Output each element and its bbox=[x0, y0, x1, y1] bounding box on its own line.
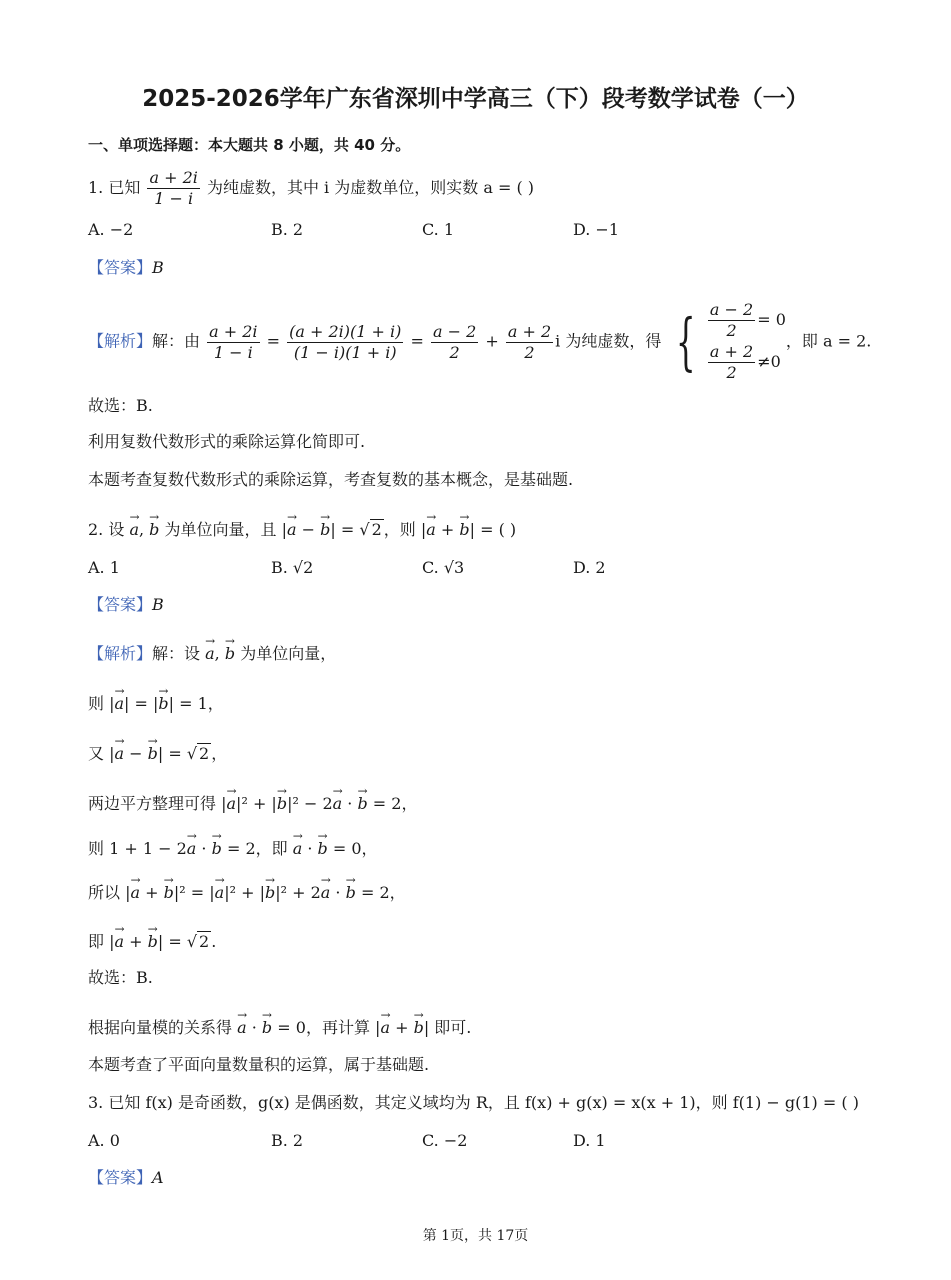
q1-sol-pre: 解：由 bbox=[152, 331, 201, 351]
q1-option-b: B. 2 bbox=[271, 220, 304, 239]
page-title: 2025-2026学年广东省深圳中学高三（下）段考数学试卷（一） bbox=[142, 86, 809, 112]
q1-answer-value: B bbox=[152, 258, 164, 277]
q1-fraction bbox=[147, 168, 199, 209]
answer-tag: 【答案】 bbox=[88, 258, 153, 277]
q2-option-b: B. √2 bbox=[271, 558, 314, 577]
left-brace: { bbox=[676, 305, 697, 378]
q2-option-d: D. 2 bbox=[573, 558, 606, 577]
q2-sol-1: 【解析】解：设 → a, → b 为单位向量， bbox=[88, 638, 336, 664]
q1-text: 为纯虚数，其中 i 为虚数单位，则实数 a = ( ) bbox=[206, 178, 535, 197]
q1-answer bbox=[88, 258, 164, 278]
q2-sol-2: 则 |→ a| = |→ b| = 1， bbox=[88, 688, 224, 714]
q1-denominator: 1 − i bbox=[147, 188, 199, 209]
q3-options bbox=[88, 1131, 908, 1153]
q2-sol-6: 所以 |→ a + → b|² = |→ a|² + |→ b|² + 2→ a · → b = 2， bbox=[88, 877, 406, 903]
q2-option-a: A. 1 bbox=[88, 558, 120, 577]
q1-option-a: A. −2 bbox=[88, 220, 134, 239]
question-2: 2. 设 → a, → b 为单位向量，且 |→ a − → b| = √ 2 ，则 |→ a + → b| = ( ) bbox=[88, 514, 516, 540]
q2-prefix: 2. 设 bbox=[88, 520, 125, 539]
q3-answer: 【答案】A bbox=[88, 1168, 164, 1187]
q2-choose: 故选：B. bbox=[88, 968, 153, 987]
q3-option-c: C. −2 bbox=[422, 1131, 468, 1150]
q3-option-d: D. 1 bbox=[573, 1131, 606, 1150]
q1-sol-frac-1: $\frac{a + 2i}{1 - i}$ bbox=[209, 321, 258, 362]
q2-sol-5: 则 1 + 1 − 2→ a · → b = 2，即 → a · → b = 0， bbox=[88, 833, 378, 859]
q2-sol-3: 又 |→ a − → b| = √ 2 ， bbox=[88, 738, 227, 764]
q1-prefix: 1. 已知 bbox=[88, 178, 141, 197]
q1-choose: 故选：B. bbox=[88, 396, 153, 415]
q1-sol-frac-4: $\frac{a + 2}{2}$ bbox=[507, 321, 552, 362]
q2-answer-value: B bbox=[152, 595, 164, 614]
q2-note-2: 本题考查了平面向量数量积的运算，属于基础题. bbox=[88, 1055, 430, 1074]
page-footer: 第 1页，共 17页 bbox=[422, 1228, 529, 1244]
q1-equation-system: $\frac{a - 2}{2}$ = 0 $\frac{a + 2}{2}$ ≠0 bbox=[709, 300, 786, 382]
q1-numerator: a + 2i bbox=[149, 168, 198, 187]
q2-answer: 【答案】B bbox=[88, 595, 164, 614]
question-3: 3. 已知 f(x) 是奇函数，g(x) 是偶函数，其定义域均为 R，且 f(x) + g(x) = x(x + 1)，则 f(1) − g(1) = ( ) bbox=[88, 1093, 859, 1112]
section-heading: 一、单项选择题：本大题共 8 小题，共 40 分。 bbox=[88, 136, 411, 154]
question-1 bbox=[88, 168, 534, 209]
q2-sol-7: 即 |→ a + → b| = √ 2 . bbox=[88, 926, 216, 952]
q3-option-b: B. 2 bbox=[271, 1131, 304, 1150]
q1-sol-frac-2: $\frac{(a + 2i)(1 + i)}{(1 - i)(1 + i)}$ bbox=[289, 321, 402, 362]
q1-solution: 【解析】解：由 $\frac{a + 2i}{1 - i}$ = $\frac{(a + 2i)(1 + i)}{(1 - i)(1 + i)}$ = $\frac{a - 2}{2}$ + $\frac{a + 2}{2}$ i 为纯虚数，得 { $\frac{a - 2}{2}$ = 0 $\frac{a + 2}{2}$ ≠0 ，即 a = 2. bbox=[88, 300, 872, 382]
q1-option-c: C. 1 bbox=[422, 220, 455, 239]
q1-note-1: 利用复数代数形式的乘除运算化简即可. bbox=[88, 432, 366, 451]
q3-option-a: A. 0 bbox=[88, 1131, 120, 1150]
q1-sol-mid: i 为纯虚数，得 bbox=[555, 331, 662, 351]
q1-note-2: 本题考查复数代数形式的乘除运算，考查复数的基本概念，是基础题. bbox=[88, 470, 574, 489]
q2-note-1: 根据向量模的关系得 → a · → b = 0，再计算 |→ a + → b| 即可. bbox=[88, 1012, 471, 1038]
q1-sol-frac-3: $\frac{a - 2}{2}$ bbox=[432, 321, 477, 362]
q2-options bbox=[88, 558, 908, 580]
q1-sol-end: ，即 a = 2. bbox=[785, 331, 872, 351]
q3-answer-value: A bbox=[152, 1168, 164, 1187]
q1-option-d: D. −1 bbox=[573, 220, 620, 239]
q1-options bbox=[88, 220, 908, 242]
analysis-tag: 【解析】 bbox=[88, 331, 153, 351]
q2-option-c: C. √3 bbox=[422, 558, 465, 577]
q2-sol-4: 两边平方整理可得 |→ a|² + |→ b|² − 2→ a · → b = 2， bbox=[88, 788, 417, 814]
